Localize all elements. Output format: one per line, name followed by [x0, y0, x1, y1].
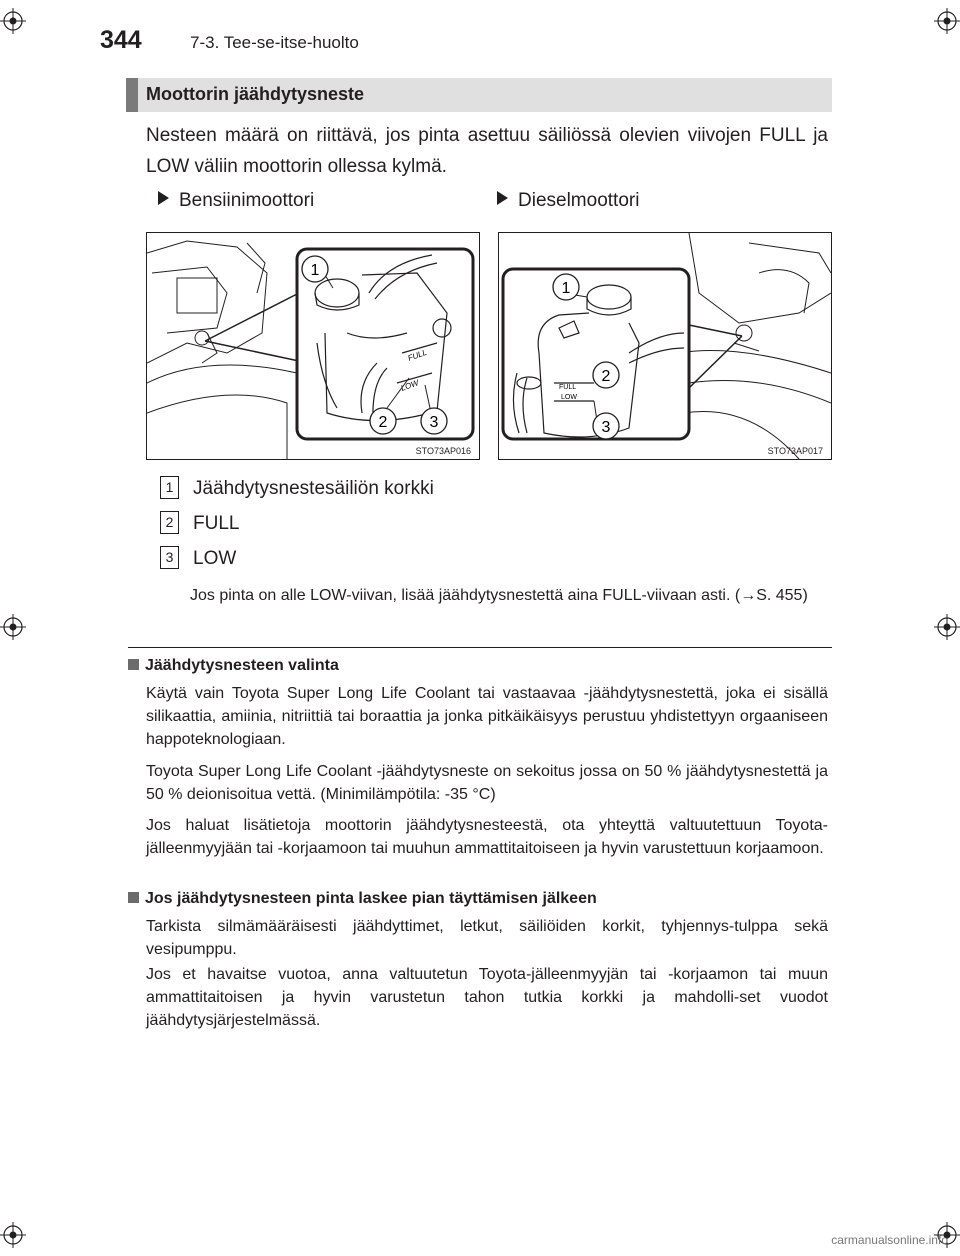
legend-text: FULL [193, 513, 240, 534]
svg-text:2: 2 [378, 414, 388, 431]
svg-text:2: 2 [601, 368, 611, 385]
callout-3 [421, 408, 447, 434]
tank-label-low: LOW [561, 394, 577, 401]
tank-label-low: LOW [399, 378, 420, 393]
svg-text:1: 1 [561, 280, 571, 297]
engine-bay-illustration [499, 233, 831, 459]
svg-text:1: 1 [310, 262, 320, 279]
square-bullet-icon [128, 659, 139, 670]
registration-mark-icon [934, 614, 960, 640]
variant-label-diesel [497, 190, 639, 212]
chapter-title: 7-3. Tee-se-itse-huolto [190, 33, 359, 52]
paragraph: Jos haluat lisätietoja moottorin jäähdytysnesteestä, ota yhteyttä valtuutettuun Toyota-jälleenmyyjään tai -korjaamoon tai muuhun ammattitaitoiseen ja hyvin varustettuun korjaamoon. [146, 817, 828, 857]
section-title: Moottorin jäähdytysneste [146, 84, 365, 104]
tank-label-full: FULL [406, 347, 429, 363]
callout-2 [593, 362, 619, 388]
paragraph: Jos et havaitse vuotoa, anna valtuutetun Toyota-jälleenmyyjän tai -korjaamon tai muun ammattitaitoisen ja hyvin varustetun tahon tutkia korkki ja mahdolli-set vuodot jäähdytysjärjestelmässä. [146, 966, 828, 1029]
paragraph: Tarkista silmämääräisesti jäähdyttimet, letkut, säiliöiden korkit, tyhjennys-tulppa sekä vesipumppu. [146, 918, 828, 958]
variant-text: Bensiinimoottori [179, 190, 315, 211]
legend-item [160, 546, 236, 570]
callout-2 [370, 408, 396, 434]
figure-code: STO73AP017 [767, 446, 823, 456]
variant-label-petrol [158, 190, 314, 212]
callout-1 [302, 256, 328, 282]
figure-code: STO73AP016 [415, 446, 471, 456]
legend-text: Jäähdytysnestesäiliön korkki [193, 478, 434, 499]
page-number: 344 [100, 26, 142, 54]
variant-text: Dieselmoottori [518, 190, 640, 211]
paragraph: Käytä vain Toyota Super Long Life Coolant tai vastaavaa -jäähdytysnestettä, joka ei sisällä silikaattia, amiinia, nitriittiä tai boraattia ja jonka pitkäikäisyys perustuu yhdistettyyn orgaaniseen happoteknologiaan. [146, 685, 828, 748]
figure-diesel-engine [498, 232, 832, 460]
triangle-bullet-icon [497, 191, 508, 205]
engine-bay-illustration [147, 233, 479, 459]
paragraph: Toyota Super Long Life Coolant -jäähdytysneste on sekoitus jossa on 50 % jäähdytysnestettä ja 50 % deionisoitua vettä. (Minimilämpötila: -35 °C) [146, 763, 828, 803]
registration-mark-icon [934, 8, 960, 34]
subsection-heading-text: Jäähdytysnesteen valinta [145, 657, 339, 674]
callout-3 [593, 413, 619, 439]
registration-mark-icon [0, 8, 26, 34]
figure-petrol-engine [146, 232, 480, 460]
svg-text:3: 3 [601, 419, 611, 436]
callout-1 [553, 274, 579, 300]
tank-label-full: FULL [559, 384, 577, 391]
legend-text: LOW [193, 548, 237, 569]
legend-number: 1 [160, 476, 179, 499]
intro-paragraph: Nesteen määrä on riittävä, jos pinta asettuu säiliössä olevien viivojen FULL ja LOW väliin moottorin ollessa kylmä. [146, 125, 828, 177]
footer-watermark: carmanualsonline.info [831, 1233, 948, 1247]
legend-number: 3 [160, 546, 179, 569]
legend-item [160, 476, 434, 500]
subsection-heading [128, 890, 597, 908]
legend-number: 2 [160, 511, 179, 534]
legend-item [160, 511, 239, 535]
section-header [126, 78, 832, 112]
divider [128, 647, 832, 648]
registration-mark-icon [0, 614, 26, 640]
subsection-heading-text: Jos jäähdytysnesteen pinta laskee pian täyttämisen jälkeen [145, 890, 597, 907]
square-bullet-icon [128, 892, 139, 903]
subsection-heading [128, 657, 339, 675]
registration-mark-icon [0, 1222, 26, 1248]
svg-text:3: 3 [429, 414, 439, 431]
level-note: Jos pinta on alle LOW-viivan, lisää jäähdytysnestettä aina FULL-viivaan asti. (→S. 455) [190, 587, 808, 604]
triangle-bullet-icon [158, 191, 169, 205]
